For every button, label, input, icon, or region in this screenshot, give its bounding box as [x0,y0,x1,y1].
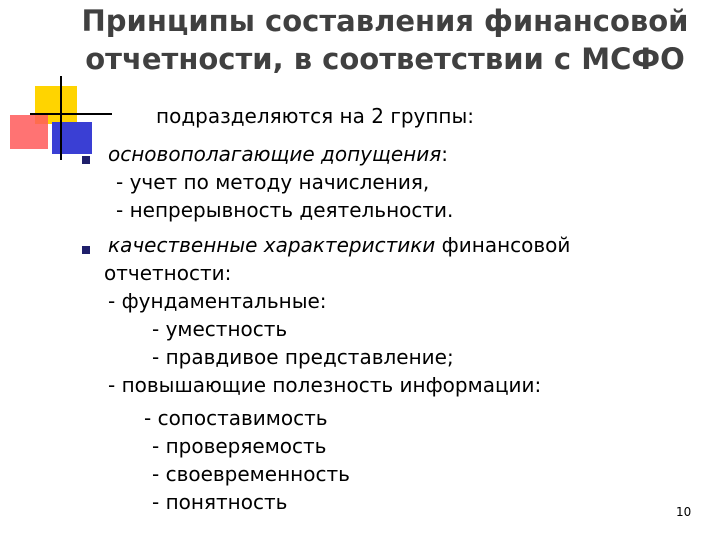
group2-sub2-item-1: - сопоставимость [144,406,328,430]
blue-square [52,122,92,154]
group2-sub2-item-2: - проверяемость [152,434,327,458]
group2-heading-line [108,232,570,259]
title-line-1: Принципы составления финансовой [81,4,689,38]
page-number: 10 [676,505,692,519]
group2-sub1-item-1: - уместность [152,317,288,341]
group1-heading: основополагающие допущения [108,142,442,166]
bullet-icon [82,156,90,164]
subtitle: подразделяются на 2 группы: [156,104,475,128]
red-square [10,115,48,149]
group2-sub2-item-4: - понятность [152,490,288,514]
group2-sub2: - повышающие полезность информации: [108,373,542,397]
bullet-icon [82,246,90,254]
slide-title [60,2,710,78]
group2-heading: качественные характеристики [108,233,436,257]
vertical-rule [60,76,62,160]
group2-sub1-item-2: - правдивое представление; [152,345,454,369]
group2-heading-suffix: финансовой [435,233,571,257]
group1-heading-line [108,141,448,168]
group2-sub1: - фундаментальные: [108,289,327,313]
group1-heading-suffix: : [441,142,448,166]
title-line-2: отчетности, в соответствии с МСФО [85,42,685,76]
group2-heading-cont: отчетности: [104,261,232,285]
group2-sub2-item-3: - своевременность [152,462,350,486]
group1-item-1: - учет по методу начисления, [116,170,430,194]
group1-item-2: - непрерывность деятельности. [116,198,454,222]
horizontal-rule [30,113,112,115]
